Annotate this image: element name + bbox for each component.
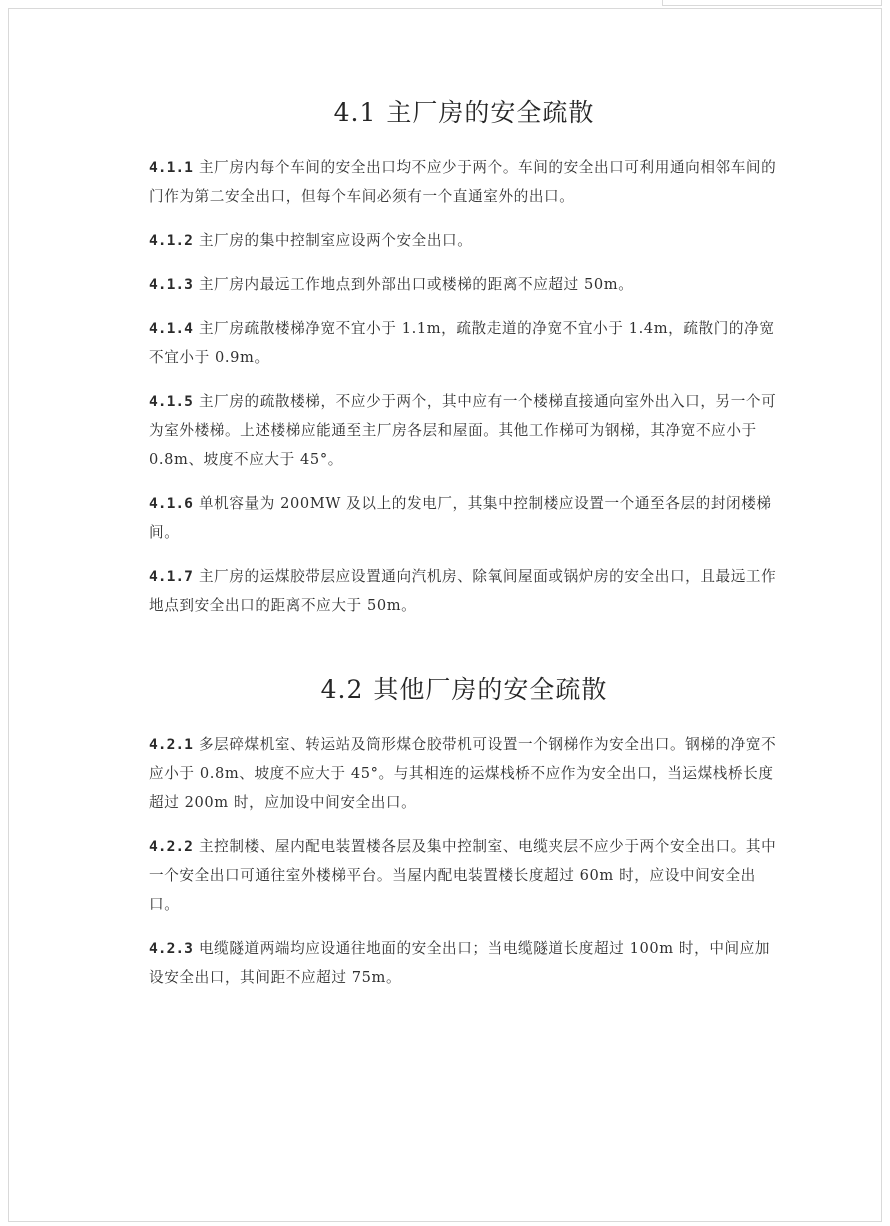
- section-number: 4.2: [320, 675, 364, 704]
- clause-text: 主控制楼、屋内配电装置楼各层及集中控制室、电缆夹层不应少于两个安全出口。其中一个安全出口可通往室外楼梯平台。当屋内配电装置楼长度超过 60m 时，应设中间安全出口。: [149, 838, 777, 913]
- section-heading-4-2: [149, 670, 779, 710]
- clause-text: 主厂房内每个车间的安全出口均不应少于两个。车间的安全出口可利用通向相邻车间的门作为第二安全出口，但每个车间必须有一个直通室外的出口。: [149, 159, 777, 205]
- clause-number: 4.1.1: [149, 159, 193, 176]
- clause-4-2-3: [149, 934, 779, 992]
- page-content: [149, 93, 779, 1007]
- clause-4-1-7: [149, 562, 779, 620]
- section-number: 4.1: [333, 98, 377, 127]
- clause-text: 主厂房的疏散楼梯，不应少于两个，其中应有一个楼梯直接通向室外出入口，另一个可为室外楼梯。上述楼梯应能通至主厂房各层和屋面。其他工作梯可为钢梯，其净宽不应小于 0.8m、坡度不应大于 45°。: [149, 393, 777, 468]
- clause-text: 单机容量为 200MW 及以上的发电厂，其集中控制楼应设置一个通至各层的封闭楼梯间。: [149, 495, 772, 541]
- section-title: 主厂房的安全疏散: [386, 98, 595, 127]
- clause-text: 电缆隧道两端均应设通往地面的安全出口；当电缆隧道长度超过 100m 时，中间应加设安全出口，其间距不应超过 75m。: [149, 940, 771, 986]
- clause-number: 4.1.7: [149, 568, 193, 585]
- clause-number: 4.1.6: [149, 495, 193, 512]
- clause-4-2-2: [149, 832, 779, 919]
- section-title: 其他厂房的安全疏散: [373, 675, 608, 704]
- clause-text: 主厂房内最远工作地点到外部出口或楼梯的距离不应超过 50m。: [198, 276, 634, 293]
- clause-number: 4.1.3: [149, 276, 193, 293]
- clause-4-1-3: [149, 270, 779, 299]
- page-corner-tab: [662, 0, 882, 6]
- clause-text: 主厂房的集中控制室应设两个安全出口。: [198, 232, 473, 249]
- clause-4-1-1: [149, 153, 779, 211]
- clause-number: 4.2.2: [149, 838, 193, 855]
- clause-number: 4.1.5: [149, 393, 193, 410]
- clause-text: 多层碎煤机室、转运站及筒形煤仓胶带机可设置一个钢梯作为安全出口。钢梯的净宽不应小于 0.8m、坡度不应大于 45°。与其相连的运煤栈桥不应作为安全出口，当运煤栈桥长度超过 200m 时，应加设中间安全出口。: [149, 736, 777, 811]
- section-heading-4-1: [149, 93, 779, 133]
- clause-4-2-1: [149, 730, 779, 817]
- clause-number: 4.1.4: [149, 320, 193, 337]
- document-page: [8, 8, 882, 1222]
- clause-4-1-2: [149, 226, 779, 255]
- clause-text: 主厂房疏散楼梯净宽不宜小于 1.1m，疏散走道的净宽不宜小于 1.4m，疏散门的净宽不宜小于 0.9m。: [149, 320, 775, 366]
- clause-text: 主厂房的运煤胶带层应设置通向汽机房、除氧间屋面或锅炉房的安全出口，且最远工作地点到安全出口的距离不应大于 50m。: [149, 568, 777, 614]
- clause-number: 4.1.2: [149, 232, 193, 249]
- clause-number: 4.2.3: [149, 940, 193, 957]
- clause-4-1-6: [149, 489, 779, 547]
- clause-4-1-5: [149, 387, 779, 474]
- clause-4-1-4: [149, 314, 779, 372]
- clause-number: 4.2.1: [149, 736, 193, 753]
